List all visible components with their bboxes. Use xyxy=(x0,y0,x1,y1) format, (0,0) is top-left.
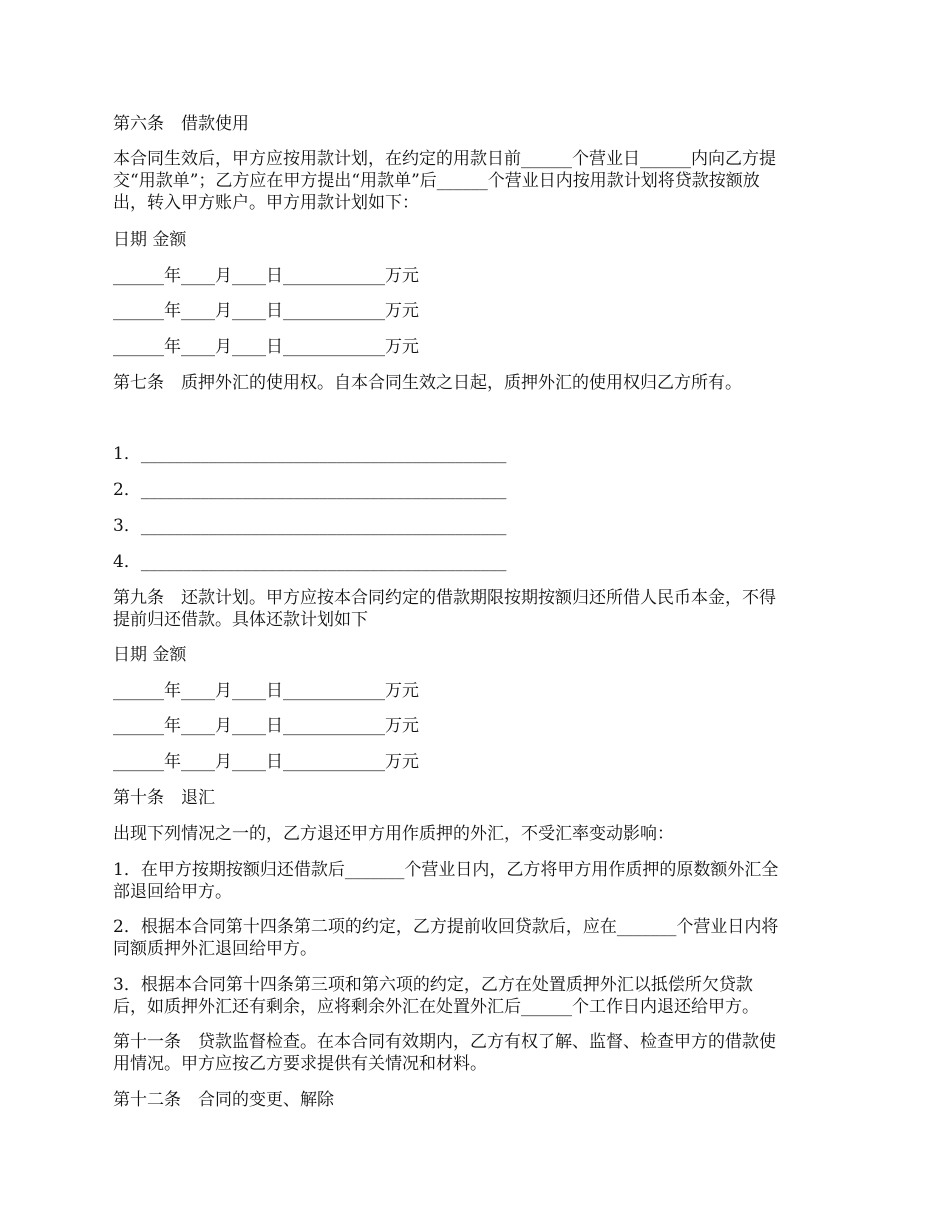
schedule-row: ______年____月____日____________万元 xyxy=(113,716,419,736)
schedule-header: 日期 金额 xyxy=(113,230,187,250)
article-7-paragraph: 第七条 质押外汇的使用权。自本合同生效之日起，质押外汇的使用权归乙方所有。 xyxy=(113,373,742,393)
schedule-row: ______年____月____日____________万元 xyxy=(113,752,419,772)
schedule-row: ______年____月____日____________万元 xyxy=(113,301,419,321)
article-10-item-1-line-2: 部退回给甲方。 xyxy=(113,882,232,902)
article-6-paragraph-line-3: 出，转入甲方账户。甲方用款计划如下： xyxy=(113,193,419,213)
article-10-item-3-line-1: 3．根据本合同第十四条第三项和第六项的约定，乙方在处置质押外汇以抵偿所欠贷款 xyxy=(113,975,753,995)
article-12-heading: 第十二条 合同的变更、解除 xyxy=(113,1090,334,1110)
schedule-row: ______年____月____日____________万元 xyxy=(113,266,419,286)
article-10-intro: 出现下列情况之一的，乙方退还甲方用作质押的外汇，不受汇率变动影响： xyxy=(113,824,674,844)
schedule-row: ______年____月____日____________万元 xyxy=(113,337,419,357)
article-11-paragraph-line-1: 第十一条 贷款监督检查。在本合同有效期内，乙方有权了解、监督、检查甲方的借款使 xyxy=(113,1032,776,1052)
article-10-heading: 第十条 退汇 xyxy=(113,788,215,808)
schedule-header: 日期 金额 xyxy=(113,645,187,665)
blank-item-1: 1．___________________________________________ xyxy=(113,444,507,464)
article-6-heading: 第六条 借款使用 xyxy=(113,114,249,134)
article-10-item-2-line-2: 同额质押外汇退回给甲方。 xyxy=(113,939,317,959)
article-11-paragraph-line-2: 用情况。甲方应按乙方要求提供有关情况和材料。 xyxy=(113,1054,487,1074)
blank-item-2: 2．___________________________________________ xyxy=(113,480,507,500)
article-9-paragraph-line-1: 第九条 还款计划。甲方应按本合同约定的借款期限按期按额归还所借人民币本金，不得 xyxy=(113,588,776,608)
article-6-paragraph-line-2: 交“用款单”；乙方应在甲方提出“用款单”后______个营业日内按用款计划将贷款按额放 xyxy=(113,171,760,191)
article-9-paragraph-line-2: 提前归还借款。具体还款计划如下 xyxy=(113,610,368,630)
article-10-item-2-line-1: 2．根据本合同第十四条第二项的约定，乙方提前收回贷款后，应在_______个营业日内将 xyxy=(113,917,779,937)
article-10-item-3-line-2: 后，如质押外汇还有剩余，应将剩余外汇在处置外汇后______个工作日内退还给甲方。 xyxy=(113,997,759,1017)
schedule-row: ______年____月____日____________万元 xyxy=(113,681,419,701)
blank-item-4: 4．___________________________________________ xyxy=(113,552,507,572)
article-10-item-1-line-1: 1．在甲方按期按额归还借款后_______个营业日内，乙方将甲方用作质押的原数额外汇全 xyxy=(113,860,779,880)
blank-item-3: 3．___________________________________________ xyxy=(113,516,507,536)
article-6-paragraph-line-1: 本合同生效后，甲方应按用款计划，在约定的用款日前______个营业日______内向乙方提 xyxy=(113,149,776,169)
